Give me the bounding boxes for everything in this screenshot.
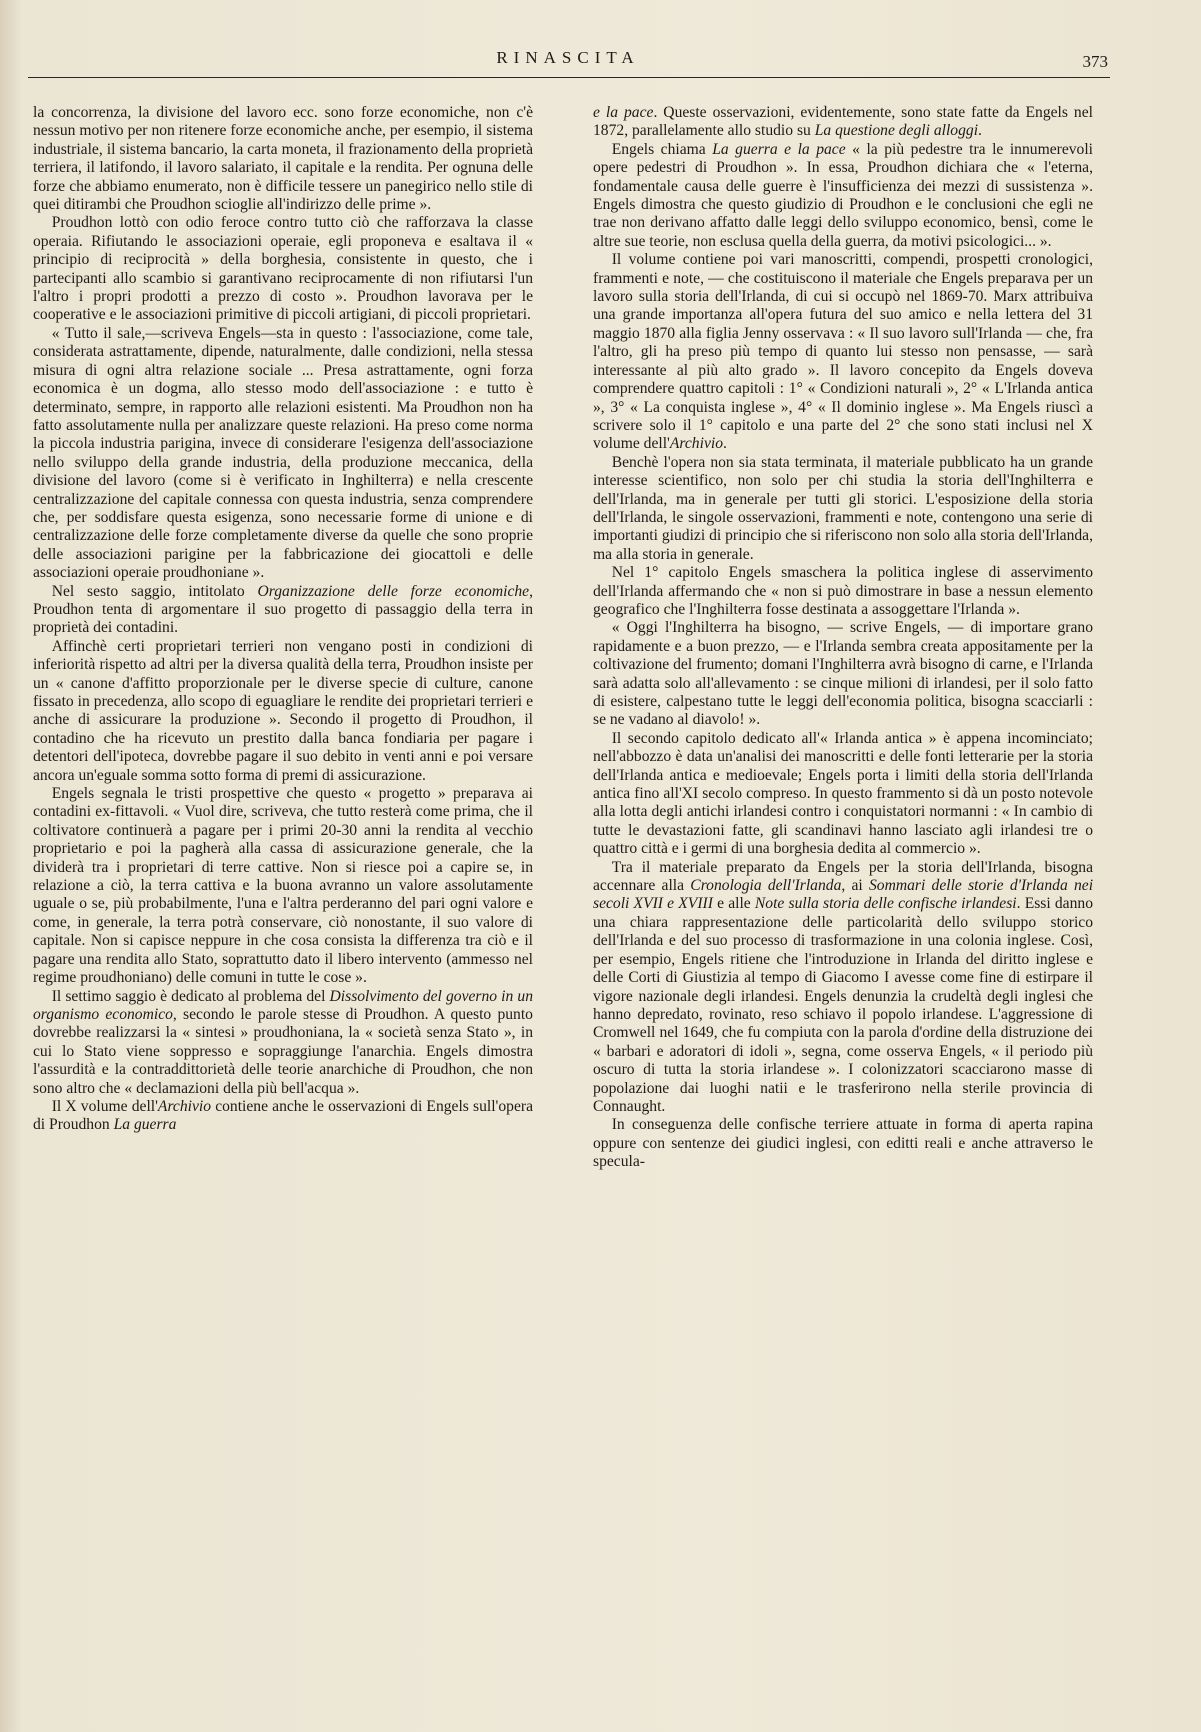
text-run: , Proudhon tenta di argomentare il suo progetto di passaggio della terra in proprietà dei contadini. — [33, 582, 533, 637]
paragraph — [33, 1098, 533, 1135]
paragraph: « Oggi l'Inghilterra ha bisogno, — scrive Engels, — di importare grano rapidamente e a buon prezzo, — e l'Irlanda sembra creata appositamente per la coltivazione del frumento; domani l'Inghilterra avrà bisogno di carne, e l'Irlanda sarà adatta solo all'allevamento : se cinque milioni di irlandesi, per il solo fatto di esistere, calpestano tutte le leggi dell'economia politica, bisogna scacciarli : se ne vadano al diavolo! ». — [593, 619, 1093, 729]
text-run: . Essi danno una chiara rappresentazione delle particolarità dello sviluppo storico dell'Irlanda e del suo processo di trasformazione in una colonia inglese. Così, per esempio, Engels ritiene che l'introduzione in Irlanda del diritto inglese e delle Corti di Giustizia al tempo di Giacomo I avesse come fine di estirpare il vigore nazionale degli irlandesi. Engels denunzia la crudeltà degli inglesi che hanno depredato, rovinato, reso schiavo il popolo irlandese. L'aggressione di Cromwell nel 1649, che fu compiuta con la parola d'ordine della distruzione dei « barbari e adoratori di idoli », segna, come osserva Engels, « il periodo più oscuro di tutta la storia irlandese ». I colonizzatori scacciarono masse di popolazione dai luoghi natii e le trasferirono nella sterile provincia di Connaught. — [593, 895, 1093, 1115]
text-run: Il volume contiene poi vari manoscritti, compendi, prospetti cronologici, frammenti e note, — che costituiscono il materiale che Engels preparava per un lavoro sulla storia dell'Irlanda, di cui si occupò nel 1869-70. Marx attribuiva una grande importanza all'opera futura del suo amico e nella lettera del 31 maggio 1870 alla figlia Jenny osservava : « Il suo lavoro sull'Irlanda — che, fra l'altro, gli ha preso più tempo di quanto lui stesso non pensasse, — sarà interessante al più alto grado ». Il lavoro concepito da Engels doveva comprendere quattro capitoli : 1° « Condizioni naturali », 2° « L'Irlanda antica », 3° « La conquista inglese », 4° « Il dominio inglese ». Ma Engels riuscì a scrivere solo il 1° capitolo e una parte del 2° che sono stati inclusi nel X volume dell' — [593, 251, 1093, 453]
text-run: Il X volume dell' — [51, 1097, 158, 1115]
paragraph — [593, 251, 1093, 453]
text-run: Tra il materiale preparato da Engels per la storia dell'Irlanda, bisogna accennare alla — [593, 858, 1093, 895]
text-run: . — [723, 435, 727, 453]
paragraph — [593, 859, 1093, 1117]
work-title: Cronologia dell'Irlanda — [690, 877, 842, 895]
text-run: e alle — [712, 895, 755, 913]
text-run: , ai — [841, 877, 869, 895]
text-run: Nel sesto saggio, intitolato — [51, 582, 258, 600]
paragraph: Engels segnala le tristi prospettive che questo « progetto » preparava ai contadini ex-fittavoli. « Vuol dire, scriveva, che tutto resterà come prima, che il coltivatore continuerà a pagare per i primi 20-30 anni la rendita al vecchio proprietario e poi la pagherà alla cassa di assicurazione generale, che la dividerà tra i proprietari di terre cattive. Non si riesce poi a capire se, in relazione a ciò, la terra cattiva e la buona avranno un valore assolutamente uguale o se, più probabilmente, l'una e l'altra perderanno del pari ogni valore e come, in generale, la terra potrà conservare, ciò nonostante, il suo valore di capitale. Non si capisce neppure in che cosa consista la differenza tra ciò e il pagare una rendita allo Stato, soprattutto dato il libero intervento (ammesso nel regime proudhoniano) delle comuni in tutte le cose ». — [33, 785, 533, 987]
text-run: contiene anche le osservazioni di Engels sull'opera di Proudhon — [33, 1097, 533, 1134]
paragraph: Nel 1° capitolo Engels smaschera la politica inglese di asservimento dell'Irlanda affermando che « non si può dimostrare in base a nessun elemento geografico che l'Inghilterra fosse destinata a assoggettare l'Irlanda ». — [593, 564, 1093, 618]
paragraph: Affinchè certi proprietari terrieri non vengano posti in condizioni di inferiorità rispetto ad altri per la diversa qualità della terra, Proudhon insiste per un « canone d'affitto proporzionale per le diverse specie di culture, canone fissato in precedenza, allo scopo di eguagliare le rendite dei proprietari terrieri e anche di assicurare la produzione ». Secondo il progetto di Proudhon, il contadino che ha ricevuto un prestito dalla banca fondiaria per pagare i detentori dell'ipoteca, dovrebbe pagare il suo debito in venti anni e poi versare ancora un'eguale somma sotto forma di premi di assicurazione. — [33, 637, 533, 784]
paragraph: la concorrenza, la divisione del lavoro ecc. sono forze economiche, non c'è nessun motivo per non ritenere forze economiche anche, per esempio, il sistema industriale, il sistema bancario, la carta moneta, il frazionamento della proprietà terriera, il latifondo, il lavoro salariato, il capitale e la rendita. Per ognuna delle forze che abbiamo enumerato, non è difficile tessere un panegirico nello stile di quei ditirambi che Proudhon scioglie all'indirizzo delle prime ». — [33, 104, 533, 214]
work-title: La guerra e la pace — [712, 140, 846, 158]
work-title: Archivio — [157, 1097, 212, 1115]
text-run: . Queste osservazioni, evidentemente, sono state fatte da Engels nel 1872, parallelamente allo studio su — [593, 104, 1093, 140]
work-title: Note sulla storia delle confische irlandesi — [754, 895, 1017, 913]
text-run: Il settimo saggio è dedicato al problema del — [51, 987, 330, 1005]
page-header — [28, 44, 1108, 76]
work-title: Dissolvimento del governo in un organismo economico — [33, 987, 533, 1023]
work-title: e la pace — [593, 104, 654, 121]
paragraph — [593, 141, 1093, 251]
paragraph: Benchè l'opera non sia stata terminata, il materiale pubblicato ha un grande interesse scientifico, non solo per chi studia la storia dell'Inghilterra e dell'Irlanda, ma in generale per tutti gli storici. L'esposizione della storia dell'Irlanda, le singole osservazioni, frammenti e note, contengono una serie di importanti giudizi di principio che si riferiscono non solo alla storia dell'Irlanda, ma alla storia in generale. — [593, 453, 1093, 563]
right-column — [593, 104, 1093, 1172]
paragraph — [33, 988, 533, 1098]
paragraph — [33, 583, 533, 638]
text-run: , secondo le parole stesse di Proudhon. A questo punto dovrebbe realizzarsi la « sintesi » proudhoniana, la « società senza Stato », in cui lo Stato viene soppresso e sopraggiunge l'anarchia. Engels dimostra l'assurdità e la contraddittorietà delle teorie anarchiche di Proudhon, che non sono altro che « declamazioni della più bell'acqua ». — [33, 1005, 533, 1097]
paragraph: Il secondo capitolo dedicato all'« Irlanda antica » è appena incominciato; nell'abbozzo è data un'analisi dei manoscritti e delle fonti letterarie per la storia dell'Irlanda antica e medioevale; Engels porta i limiti della storia dell'Irlanda antica fino all'XI secolo compreso. In questo frammento si dà un posto notevole alla lotta degli antichi irlandesi contro i conquistatori normanni : « In cambio di tutte le devastazioni fatte, gli scandinavi hanno lasciato agli irlandesi tre o quattro città e i germi di una borghesia dedita al commercio ». — [593, 729, 1093, 858]
work-title: Sommari delle storie d'Irlanda nei secoli XVII e XVIII — [593, 877, 1094, 913]
header-rule — [28, 77, 1110, 78]
paragraph: Proudhon lottò con odio feroce contro tutto ciò che rafforzava la classe operaia. Rifiutando le associazioni operaie, egli proponeva e esaltava il « principio di reciprocità » della borghesia, consistente in questo, che i partecipanti allo scambio si garantivano reciprocamente di non rifiutarsi l'un l'altro i propri prodotti a prezzo di costo ». Proudhon lavorava per le cooperative e le associazioni primitive di piccoli artigiani, di piccoli proprietari. — [33, 214, 533, 324]
work-title: Organizzazione delle forze economiche — [257, 582, 530, 600]
text-run: « la più pedestre tra le innumerevoli opere pedestri di Proudhon ». In essa, Proudhon dichiara che « l'eterna, fondamentale causa delle guerre è l'insufficienza dei mezzi di sussistenza ». Engels dimostra che questo giudizio di Proudhon e le conclusioni che egli ne trae non derivano affatto dalle leggi dello sviluppo economico, bensì, come le altre sue teorie, non esclusa quella della guerra, da motivi psicologici... ». — [593, 140, 1093, 250]
page-number: 373 — [1082, 52, 1108, 71]
running-title: RINASCITA — [496, 48, 640, 67]
text-run: Engels chiama — [611, 140, 713, 158]
work-title: Archivio — [669, 435, 723, 453]
paragraph: « Tutto il sale,—scriveva Engels—sta in questo : l'associazione, come tale, considerata astrattamente, dipende, naturalmente, dalle condizioni, nella stessa misura di ogni altra relazione sociale ... Presa astrattamente, ogni forza economica è un dogma, allo stesso modo dell'associazione : e tutto è determinato, sempre, in rapporto alle relazioni esistenti. Ma Proudhon non ha fatto assolutamente nulla per analizzare queste relazioni. Ha preso come norma la piccola industria parigina, invece di considerare l'esigenza dell'associazione nello sviluppo della grande industria, della produzione meccanica, della divisione del lavoro (come si è verificato in Inghilterra) e nella crescente centralizzazione del capitale connessa con questa industria, senza comprendere che, per soddisfare questa esigenza, sono necessarie forme di unione e di centralizzazione delle forze completamente diverse da quelle che sono proprie delle associazioni parigine per la fabbricazione dei giocattoli e delle associazioni operaie proudhoniane ». — [33, 324, 533, 582]
work-title: La guerra — [113, 1116, 177, 1134]
work-title: La questione degli alloggi — [814, 122, 979, 140]
text-run: . — [978, 122, 982, 140]
paragraph: In conseguenza delle confische terriere attuate in forma di aperta rapina oppure con sentenze dei giudici inglesi, con editti reali e anche attraverso le specula- — [593, 1116, 1093, 1171]
paragraph — [593, 104, 1093, 141]
left-column — [33, 104, 533, 1135]
